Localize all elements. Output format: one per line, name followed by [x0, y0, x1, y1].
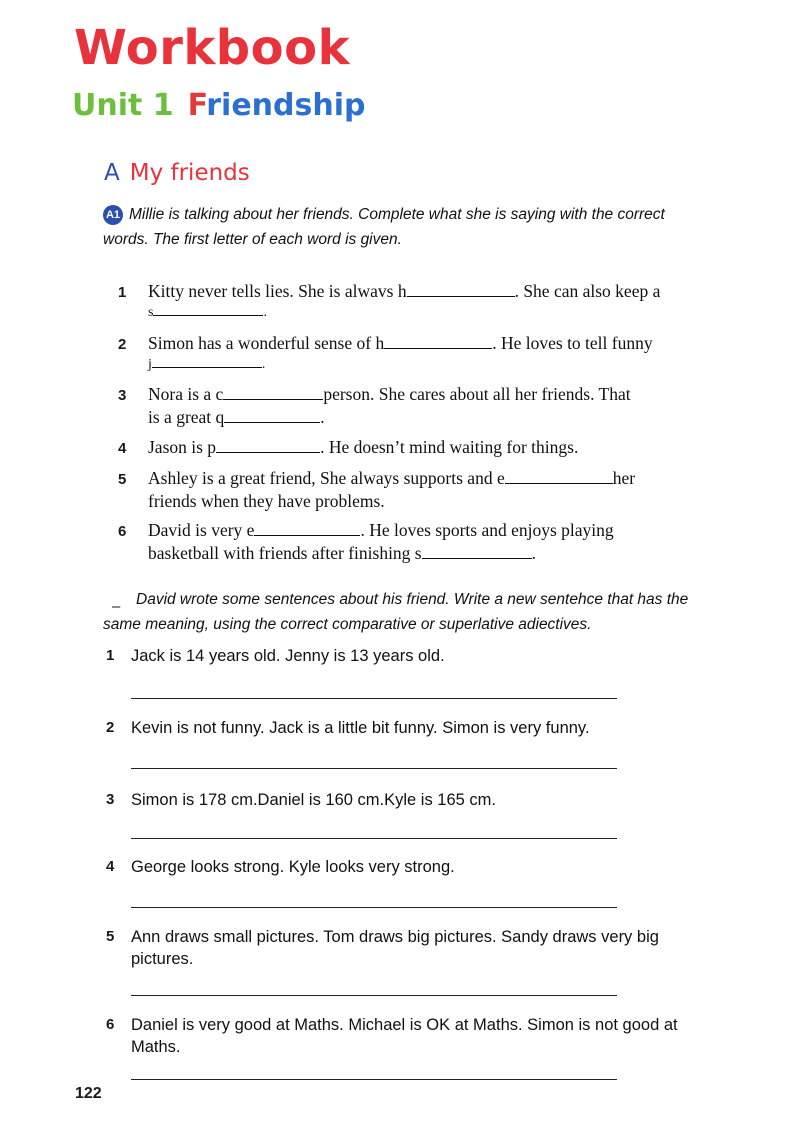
- item-number: 6: [106, 1016, 115, 1033]
- unit-name-initial: F: [187, 88, 207, 123]
- answer-blank[interactable]: [153, 315, 263, 316]
- answer-line[interactable]: [131, 907, 617, 908]
- item-number: 1: [106, 647, 115, 664]
- item-text: friends when they have problems.: [148, 491, 385, 511]
- fill-blank-item: [148, 280, 660, 323]
- instruction-line: same meaning, using the correct comparative or superlative adiectives.: [103, 616, 592, 633]
- item-text: basketball with friends after finishing s: [148, 543, 422, 563]
- section-heading: [104, 160, 250, 186]
- answer-blank[interactable]: [223, 399, 323, 400]
- item-text: . He doesn’t mind waiting for things.: [320, 437, 579, 457]
- section-title: My friends: [129, 160, 250, 186]
- item-text: pictures.: [131, 950, 194, 968]
- item-number: 4: [118, 440, 127, 457]
- item-number: 3: [106, 791, 115, 808]
- item-text: . He loves to tell funny: [492, 333, 653, 353]
- sentence-item: George looks strong. Kyle looks very strong.: [131, 858, 455, 876]
- unit-name: [188, 88, 366, 123]
- answer-line[interactable]: [131, 995, 617, 996]
- answer-blank[interactable]: [216, 452, 320, 453]
- unit-name-rest: riendship: [206, 88, 366, 123]
- answer-blank[interactable]: [422, 558, 532, 559]
- item-text: Ann draws small pictures. Tom draws big pictures. Sandy draws very big: [131, 928, 659, 946]
- item-text: . She can also keep a: [514, 281, 661, 301]
- item-number: 5: [106, 928, 115, 945]
- fill-blank-item: [148, 519, 614, 565]
- exercise-a1-instruction: [103, 202, 743, 252]
- answer-line[interactable]: [131, 1079, 617, 1080]
- unit-heading: [72, 88, 365, 123]
- fill-blank-item: [148, 383, 631, 429]
- sentence-item: Jack is 14 years old. Jenny is 13 years old.: [131, 647, 445, 665]
- item-text: . He loves sports and enjoys playing: [360, 520, 614, 540]
- item-text: Daniel is very good at Maths. Michael is OK at Maths. Simon is not good at: [131, 1016, 678, 1034]
- answer-blank[interactable]: [152, 367, 262, 368]
- item-text: David is very e: [148, 520, 255, 540]
- item-text: Kitty never tells lies. She is alwavs h: [148, 281, 407, 301]
- item-text: Simon has a wonderful sense of h: [148, 333, 385, 353]
- item-number: 2: [118, 336, 127, 353]
- item-text: her: [612, 468, 636, 488]
- page-number: 122: [75, 1085, 102, 1102]
- sentence-item: Kevin is not funny. Jack is a little bit funny. Simon is very funny.: [131, 719, 590, 737]
- item-text: person. She cares about all her friends. That: [323, 384, 631, 404]
- answer-line[interactable]: [131, 838, 617, 839]
- item-text: Nora is a c: [148, 384, 224, 404]
- instruction-line: words. The first letter of each word is given.: [103, 231, 402, 248]
- item-number: 2: [106, 719, 115, 736]
- fill-blank-item: [148, 332, 653, 375]
- item-text: s: [148, 305, 154, 320]
- item-text: Jason is p: [148, 437, 217, 457]
- item-text: j: [148, 357, 152, 372]
- answer-blank[interactable]: [505, 483, 613, 484]
- fill-blank-item: [148, 436, 578, 459]
- item-text: Maths.: [131, 1038, 181, 1056]
- sentence-item: [131, 1014, 678, 1058]
- item-number: 4: [106, 858, 115, 875]
- instruction-line: Millie is talking about her friends. Complete what she is saying with the correct: [129, 206, 665, 223]
- answer-blank[interactable]: [384, 348, 492, 349]
- sentence-item: [131, 926, 659, 970]
- instruction-line: David wrote some sentences about his friend. Write a new sentehce that has the: [136, 591, 689, 608]
- item-text: .: [261, 357, 266, 372]
- answer-blank[interactable]: [224, 422, 320, 423]
- item-number: 5: [118, 471, 127, 488]
- item-text: .: [263, 305, 267, 320]
- exercise-badge: A1: [103, 205, 123, 225]
- item-text: .: [531, 543, 536, 563]
- item-number: 6: [118, 523, 127, 540]
- exercise-b-marker: –: [112, 598, 121, 615]
- answer-blank[interactable]: [407, 296, 515, 297]
- item-text: .: [320, 407, 325, 427]
- answer-blank[interactable]: [254, 535, 360, 536]
- exercise-b-instruction: [103, 587, 763, 637]
- workbook-title: Workbook: [74, 20, 351, 76]
- section-letter: A: [104, 160, 120, 186]
- fill-blank-item: [148, 467, 635, 513]
- item-number: 3: [118, 387, 127, 404]
- answer-line[interactable]: [131, 698, 617, 699]
- unit-label: Unit 1: [72, 88, 174, 123]
- item-text: is a great q: [148, 407, 225, 427]
- sentence-item: Simon is 178 cm.Daniel is 160 cm.Kyle is 165 cm.: [131, 791, 496, 809]
- answer-line[interactable]: [131, 768, 617, 769]
- item-number: 1: [118, 284, 127, 301]
- item-text: Ashley is a great friend, She always supports and e: [148, 468, 505, 488]
